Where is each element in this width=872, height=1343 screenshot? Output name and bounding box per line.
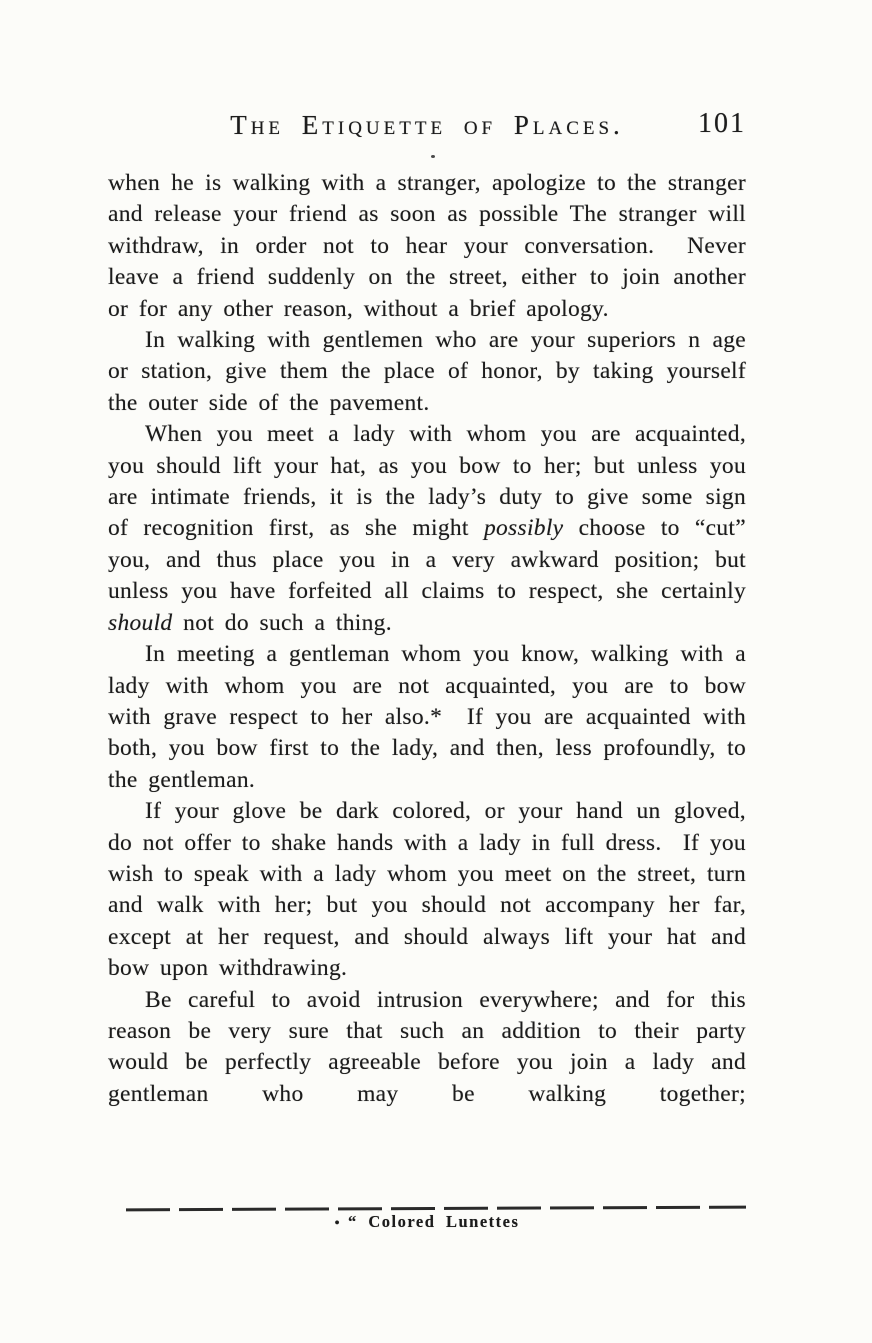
paragraph-text: If your glove be dark colored, or your hand un gloved, do not offer to shake hands with a lady in full dress. If you wish to speak with a lady whom you meet on the street, turn and walk with her; but you should not accompany her far, except at her request, and should always lift your hat and bow upon withdrawing. (108, 798, 746, 982)
page-header-title: The Etiquette of Places. (230, 110, 624, 140)
footnote (108, 1212, 746, 1232)
paragraph-text: In meeting a gentleman whom you know, walking with a lady with whom you are not acquainted, you are to bow with grave respect to her also.* If you are acquainted with both, you bow first to the lady, and then, less profoundly, to the gentleman. (108, 641, 746, 793)
running-header (108, 110, 746, 141)
footnote-text: “ Colored Lunettes (347, 1212, 520, 1231)
paragraph-text: In walking with gentlemen who are your superiors n age or station, give them the place of honor, by taking yourself the outer side of the pavement. (108, 327, 746, 416)
paragraph (108, 639, 746, 796)
paragraph (108, 796, 746, 984)
paragraph-text: when he is walking with a stranger, apologize to the stranger and release your friend as soon as possible The stranger will withdraw, in order not to hear your conversation. Never leave a friend suddenly on the street, either to join another or for any other reason, without a brief apology. (108, 170, 746, 322)
paragraph-text: When you meet a lady with whom you are acquainted, you should lift your hat, as you bow to her; but unless you are intimate friends, it is the lady’s duty to give some sign of recognition first, as she might (108, 421, 746, 542)
page-number: 101 (698, 108, 746, 139)
paragraph-text: choose to “cut” you, and thus place you in a very awkward position; but unless you have forfeited all claims to respect, she certainly (108, 515, 746, 605)
italic-emphasis: should (108, 609, 173, 636)
paragraph (108, 419, 746, 639)
paragraph-text: Be careful to avoid intrusion everywhere; and for this reason be very sure that such an addition to their party would be perfectly agreeable before you join a lady and gentleman who may be walking together; (108, 986, 746, 1107)
paragraph (108, 325, 746, 419)
ink-speck (431, 155, 435, 158)
body-text (108, 168, 746, 1110)
italic-emphasis: possibly (483, 515, 564, 542)
footnote-divider (126, 1206, 746, 1212)
paragraph (108, 985, 746, 1111)
paragraph (108, 168, 746, 325)
footnote-marker-icon: • (334, 1216, 341, 1231)
paragraph-text: not do such a thing. (172, 609, 392, 636)
